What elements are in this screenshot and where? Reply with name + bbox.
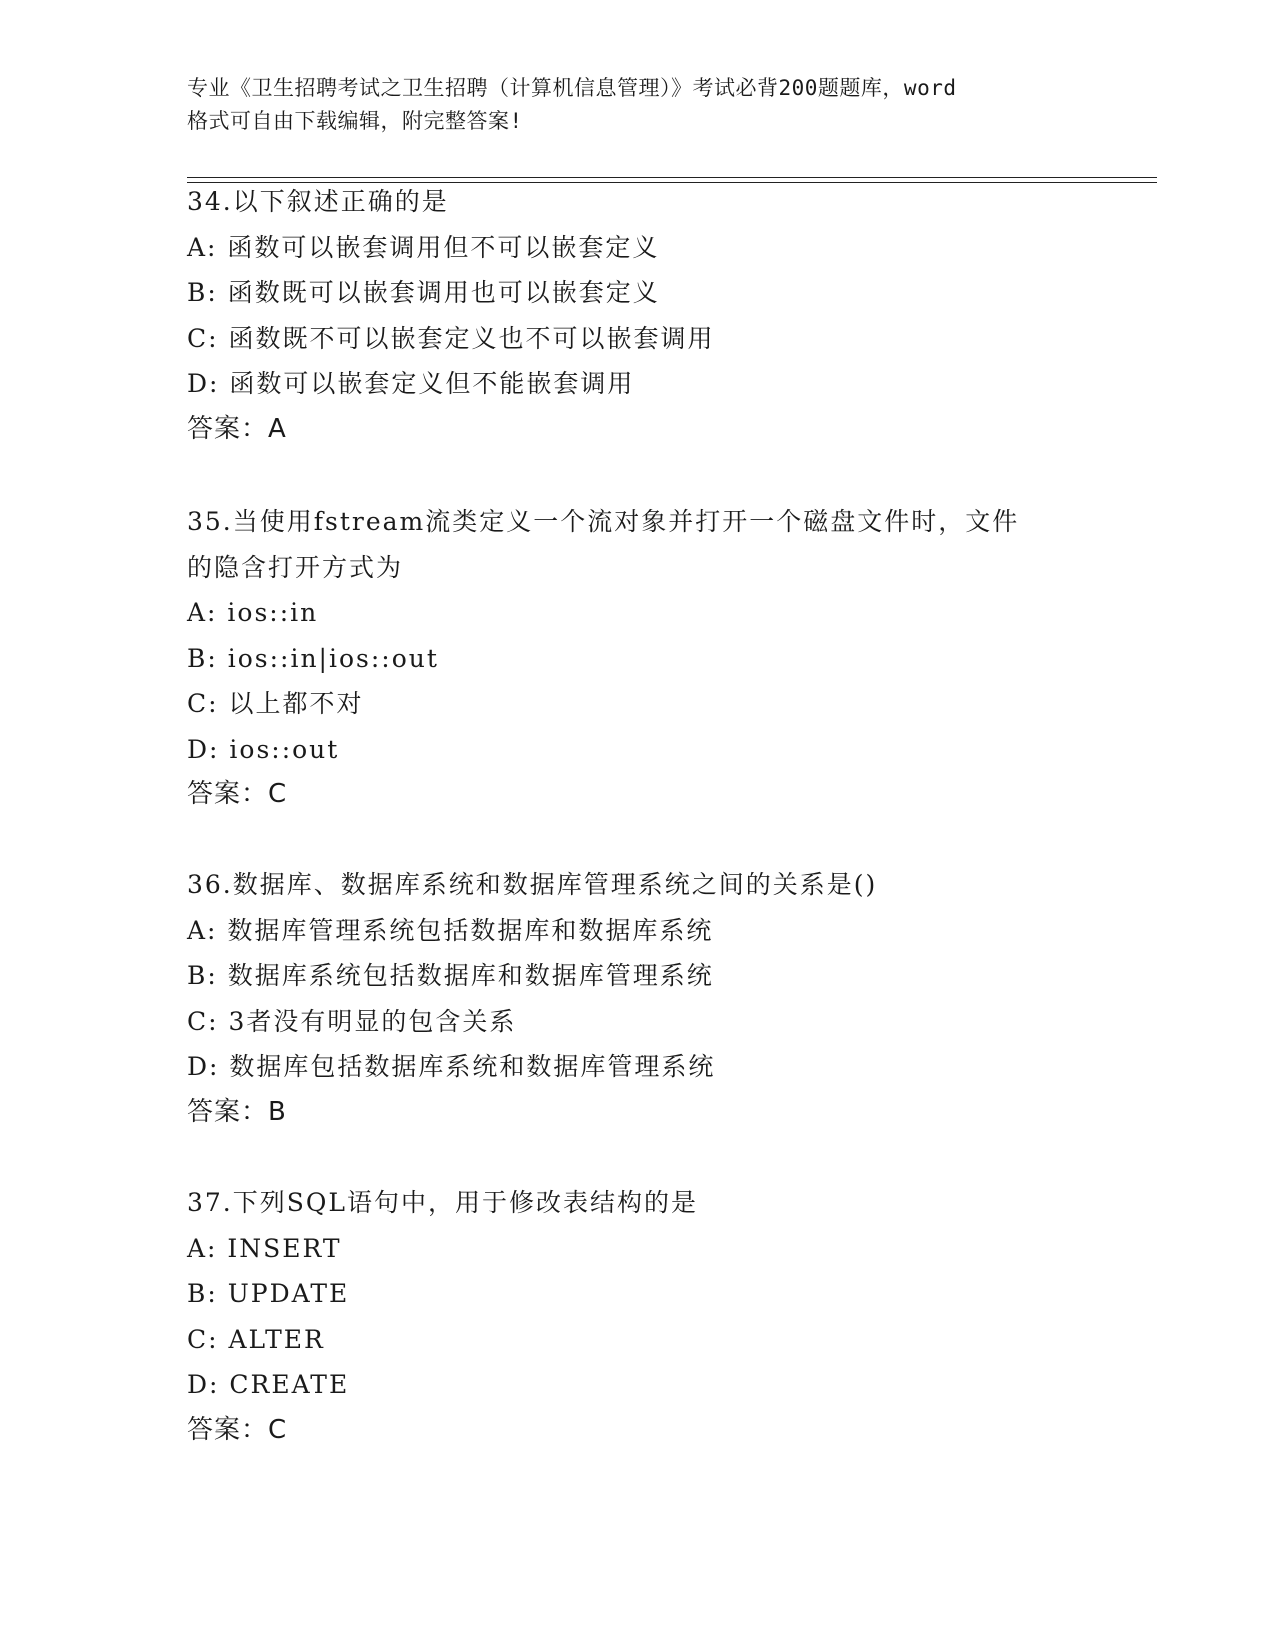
option-c: C: 函数既不可以嵌套定义也不可以嵌套调用 [187,323,715,353]
question-36 [187,862,1087,1135]
option-b: B: ios::in|ios::out [187,643,439,673]
question-stem-line-1: 35.当使用fstream流类定义一个流对象并打开一个磁盘文件时，文件 [187,507,1020,536]
answer-line: 答案：C [187,1414,288,1445]
option-a: A: 数据库管理系统包括数据库和数据库系统 [187,915,714,945]
question-37 [187,1180,1087,1453]
option-d: D: 数据库包括数据库系统和数据库管理系统 [187,1052,716,1081]
option-d: D: 函数可以嵌套定义但不能嵌套调用 [187,369,635,398]
header-divider-top [187,177,1157,178]
option-c: C: 以上都不对 [187,689,364,718]
option-d: D: ios::out [187,734,340,764]
option-b: B: 数据库系统包括数据库和数据库管理系统 [187,961,714,990]
question-stem-line-2: 的隐含打开方式为 [187,552,404,582]
question-stem: 37.下列SQL语句中，用于修改表结构的是 [187,1188,698,1217]
option-b: B: 函数既可以嵌套调用也可以嵌套定义 [187,278,660,307]
answer-line: 答案：A [187,413,287,444]
option-a: A: 函数可以嵌套调用但不可以嵌套定义 [187,232,660,262]
question-35 [187,499,1087,818]
question-stem: 34.以下叙述正确的是 [187,187,449,216]
option-a: A: ios::in [187,598,319,627]
option-a: A: INSERT [187,1233,342,1263]
answer-line: 答案：C [187,779,288,809]
option-d: D: CREATE [187,1370,350,1399]
option-c: C: 3者没有明显的包含关系 [187,1006,517,1036]
header-line-1: 专业《卫生招聘考试之卫生招聘（计算机信息管理）》考试必背200题题库，word [187,76,957,100]
header-line-2: 格式可自由下载编辑，附完整答案! [187,109,523,133]
document-header [187,72,1087,138]
option-b: B: UPDATE [187,1279,350,1308]
question-stem: 36.数据库、数据库系统和数据库管理系统之间的关系是() [187,870,878,899]
option-c: C: ALTER [187,1324,325,1354]
answer-line: 答案：B [187,1096,287,1127]
question-34 [187,179,1087,452]
